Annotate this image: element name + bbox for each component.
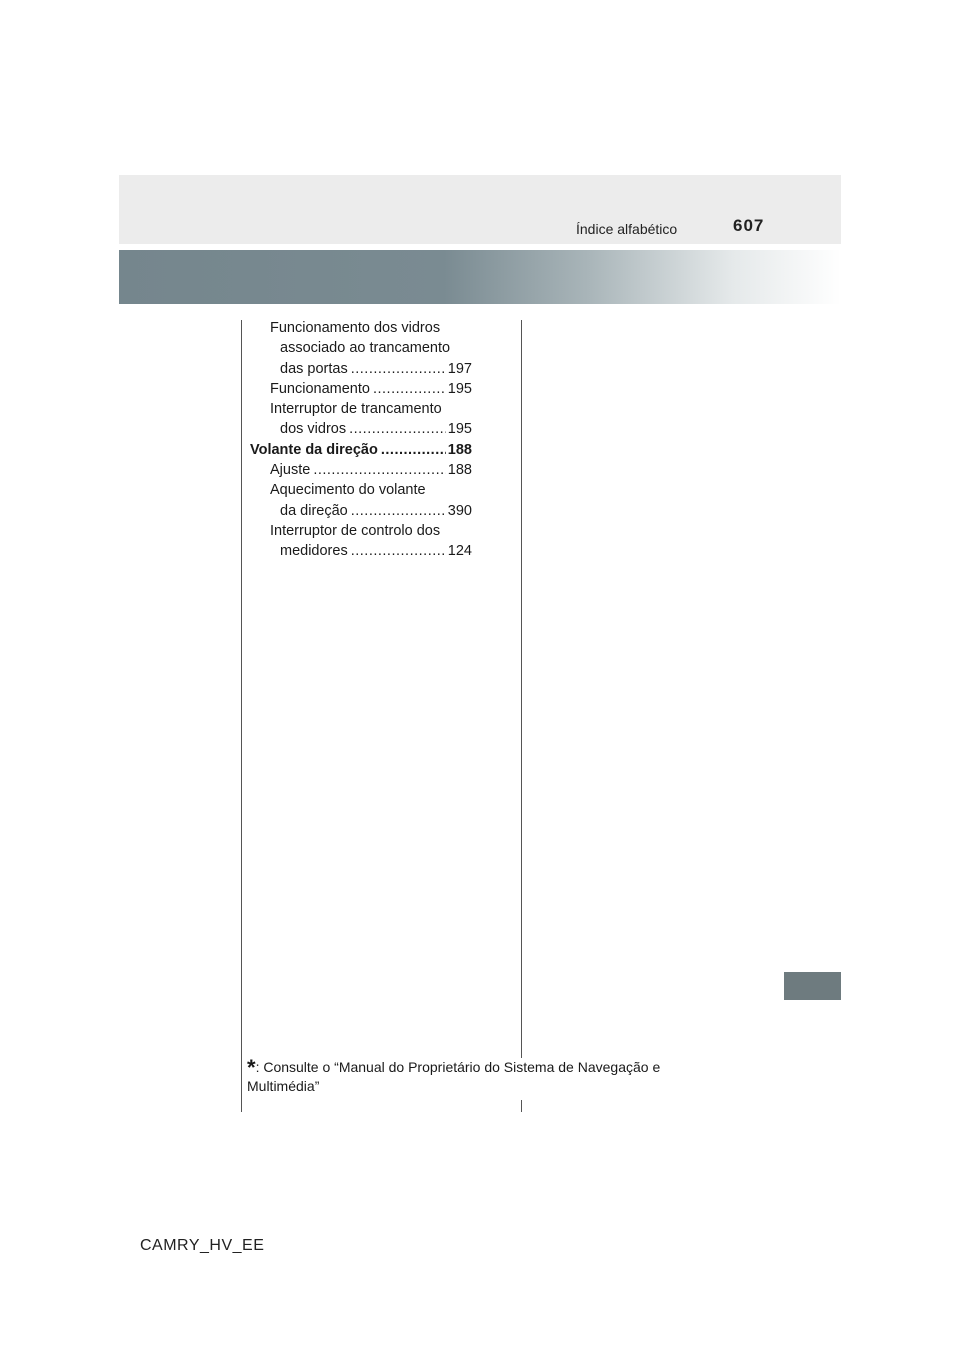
document-code: CAMRY_HV_EE <box>140 1237 265 1254</box>
section-title: Índice alfabético <box>576 221 678 237</box>
dot-leader <box>351 359 446 379</box>
header-gradient-bar <box>119 250 841 304</box>
index-entry-text: dos vidros <box>280 421 347 438</box>
column-divider-middle <box>521 320 522 1058</box>
index-entry <box>250 460 472 480</box>
index-entry-page: 124 <box>447 543 472 560</box>
dot-leader <box>373 379 446 399</box>
footnote <box>247 1055 717 1096</box>
index-entry-text: Volante da direção <box>250 441 378 458</box>
dot-leader <box>351 541 446 561</box>
footnote-marker: * <box>247 1055 256 1080</box>
column-divider-middle-end <box>521 1100 522 1112</box>
page-number: 607 <box>733 216 765 235</box>
index-entry-page: 188 <box>447 441 472 458</box>
index-entry-text: da direção <box>280 502 348 519</box>
index-entry <box>250 379 472 399</box>
index-entry <box>250 399 472 419</box>
index-column <box>250 318 472 562</box>
index-entry-text: das portas <box>280 360 348 377</box>
index-entry-page: 188 <box>447 462 472 479</box>
index-entry-text: Interruptor de trancamento <box>270 401 442 418</box>
index-entry-text: associado ao trancamento <box>280 340 451 357</box>
dot-leader <box>351 501 446 521</box>
footnote-text: : Consulte o “Manual do Proprietário do Sistema de Navegação e Multimédia” <box>247 1059 661 1094</box>
dot-leader <box>349 419 446 439</box>
index-entry-text: Funcionamento <box>270 380 370 397</box>
index-entry-page: 195 <box>447 380 472 397</box>
dot-leader <box>381 440 446 460</box>
index-entry-text: Ajuste <box>270 462 311 479</box>
index-entry <box>250 501 472 521</box>
index-entry-page: 195 <box>447 421 472 438</box>
index-entry <box>250 338 472 358</box>
index-entry <box>250 521 472 541</box>
index-entry <box>250 419 472 439</box>
index-entry-text: Interruptor de controlo dos <box>270 522 441 539</box>
index-entry-page: 390 <box>447 502 472 519</box>
index-entry-main <box>250 440 472 460</box>
index-entry <box>250 480 472 500</box>
dot-leader <box>313 460 445 480</box>
index-entry-text: medidores <box>280 543 348 560</box>
index-entry <box>250 318 472 338</box>
index-entry <box>250 541 472 561</box>
column-divider-left <box>241 320 242 1112</box>
index-entry-text: Aquecimento do volante <box>270 482 426 499</box>
chapter-side-tab <box>784 972 841 1000</box>
index-entry <box>250 359 472 379</box>
index-entry-page: 197 <box>447 360 472 377</box>
index-entry-text: Funcionamento dos vidros <box>270 320 441 336</box>
